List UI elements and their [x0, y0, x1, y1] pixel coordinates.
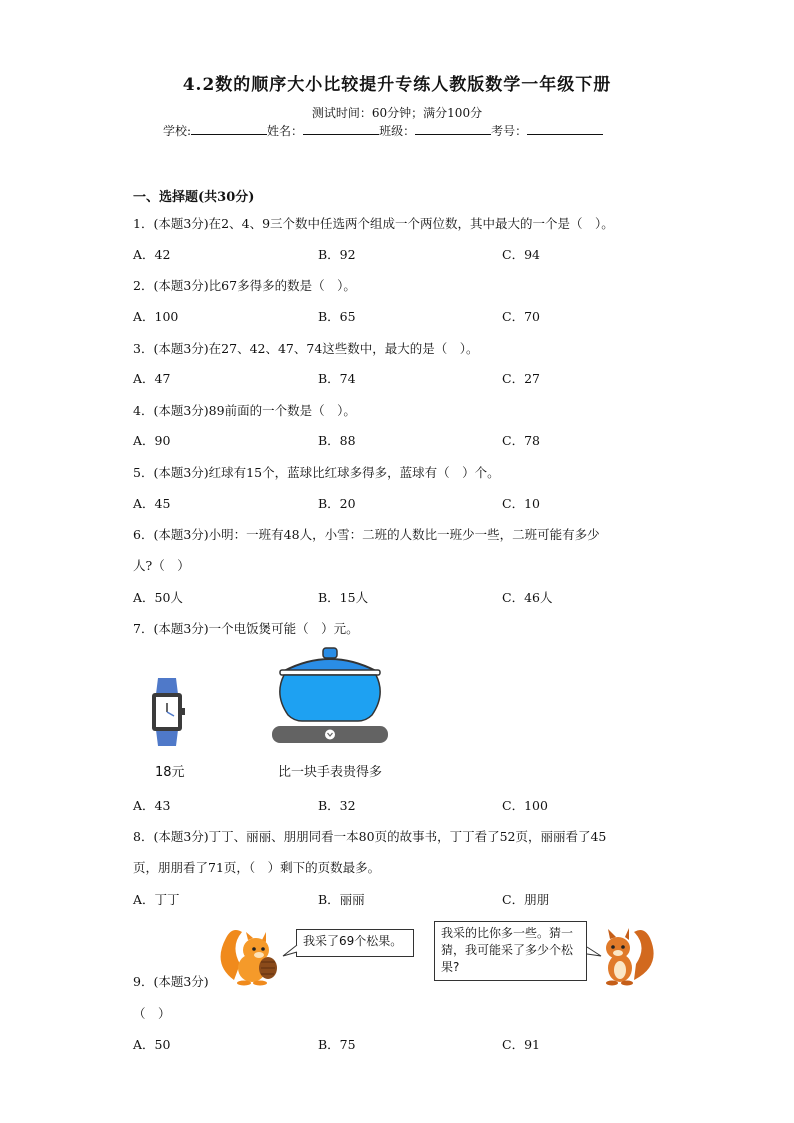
q7-option-b[interactable]: B．32 — [318, 798, 356, 813]
squirrel-with-pinecone-icon — [218, 924, 284, 986]
section-title: 一、选择题(共30分) — [133, 190, 255, 205]
q6-option-a[interactable]: A．50人 — [133, 590, 183, 605]
rice-cooker-icon — [270, 645, 390, 745]
question-8-line-2: 页，朋朋看了71页，（ ）剩下的页数最多。 — [133, 860, 381, 875]
q3-option-a[interactable]: A．47 — [133, 371, 171, 386]
q6-option-c[interactable]: C．46人 — [502, 590, 553, 605]
class-blank — [415, 122, 491, 135]
q9-option-c[interactable]: C．91 — [502, 1037, 540, 1052]
cooker-caption: 比一块手表贵得多 — [278, 765, 383, 780]
q4-option-b[interactable]: B．88 — [318, 433, 356, 448]
question-8: 8．(本题3分)丁丁、丽丽、朋朋同看一本80页的故事书，丁丁看了52页，丽丽看了45 — [133, 829, 607, 844]
q4-option-c[interactable]: C．78 — [502, 433, 540, 448]
q5-option-b[interactable]: B．20 — [318, 496, 356, 511]
question-2: 2．(本题3分)比67多得多的数是（ ）。 — [133, 278, 356, 293]
school-label: 学校: — [163, 124, 192, 138]
q2-option-b[interactable]: B．65 — [318, 309, 356, 324]
student-info-line — [163, 122, 603, 139]
exam-no-blank — [527, 122, 603, 135]
q6-option-b[interactable]: B．15人 — [318, 590, 369, 605]
wristwatch-icon — [150, 678, 186, 746]
speech-bubble-right: 我采的比你多一些。猜一猜，我可能采了多少个松果? — [434, 921, 587, 981]
school-blank — [191, 122, 267, 135]
q8-option-c[interactable]: C．朋朋 — [502, 892, 550, 907]
name-blank — [303, 122, 379, 135]
q3-option-b[interactable]: B．74 — [318, 371, 356, 386]
question-6: 6．(本题3分)小明：一班有48人，小雪：二班的人数比一班少一些，二班可能有多少 — [133, 527, 600, 542]
page-title: 4.2数的顺序大小比较提升专练人教版数学一年级下册 — [182, 75, 612, 95]
q5-option-c[interactable]: C．10 — [502, 496, 540, 511]
squirrel-icon — [598, 924, 658, 986]
q9-option-a[interactable]: A．50 — [133, 1037, 171, 1052]
name-label: 姓名： — [267, 124, 304, 138]
question-3: 3．(本题3分)在27、42、47、74这些数中，最大的是（ ）。 — [133, 341, 479, 356]
question-6-line-2: 人?（ ） — [133, 558, 190, 573]
class-label: 班级： — [379, 124, 416, 138]
question-9: 9．(本题3分) — [133, 974, 209, 989]
q3-option-c[interactable]: C．27 — [502, 371, 540, 386]
q8-option-a[interactable]: A．丁丁 — [133, 892, 180, 907]
question-7: 7．(本题3分)一个电饭煲可能（ ）元。 — [133, 621, 359, 636]
speech-bubble-left: 我采了69个松果。 — [296, 929, 414, 957]
question-4: 4．(本题3分)89前面的一个数是（ ）。 — [133, 403, 356, 418]
q9-option-b[interactable]: B．75 — [318, 1037, 356, 1052]
q7-option-c[interactable]: C．100 — [502, 798, 548, 813]
q7-option-a[interactable]: A．43 — [133, 798, 171, 813]
q2-option-c[interactable]: C．70 — [502, 309, 540, 324]
exam-no-label: 考号： — [491, 124, 528, 138]
q1-option-b[interactable]: B．92 — [318, 247, 356, 262]
q8-option-b[interactable]: B．丽丽 — [318, 892, 365, 907]
q5-option-a[interactable]: A．45 — [133, 496, 171, 511]
q2-option-a[interactable]: A．100 — [133, 309, 179, 324]
question-1: 1．(本题3分)在2、4、9三个数中任选两个组成一个两位数，其中最大的一个是（ ）。 — [133, 216, 614, 231]
test-info: 测试时间：60分钟；满分100分 — [311, 106, 483, 120]
watch-price-caption: 18元 — [155, 765, 185, 780]
q4-option-a[interactable]: A．90 — [133, 433, 171, 448]
bubble-tail-left — [282, 944, 298, 958]
q1-option-c[interactable]: C．94 — [502, 247, 540, 262]
question-5: 5．(本题3分)红球有15个，蓝球比红球多得多，蓝球有（ ）个。 — [133, 465, 500, 480]
q1-option-a[interactable]: A．42 — [133, 247, 171, 262]
question-9-answer-blank: （ ） — [133, 1006, 171, 1021]
